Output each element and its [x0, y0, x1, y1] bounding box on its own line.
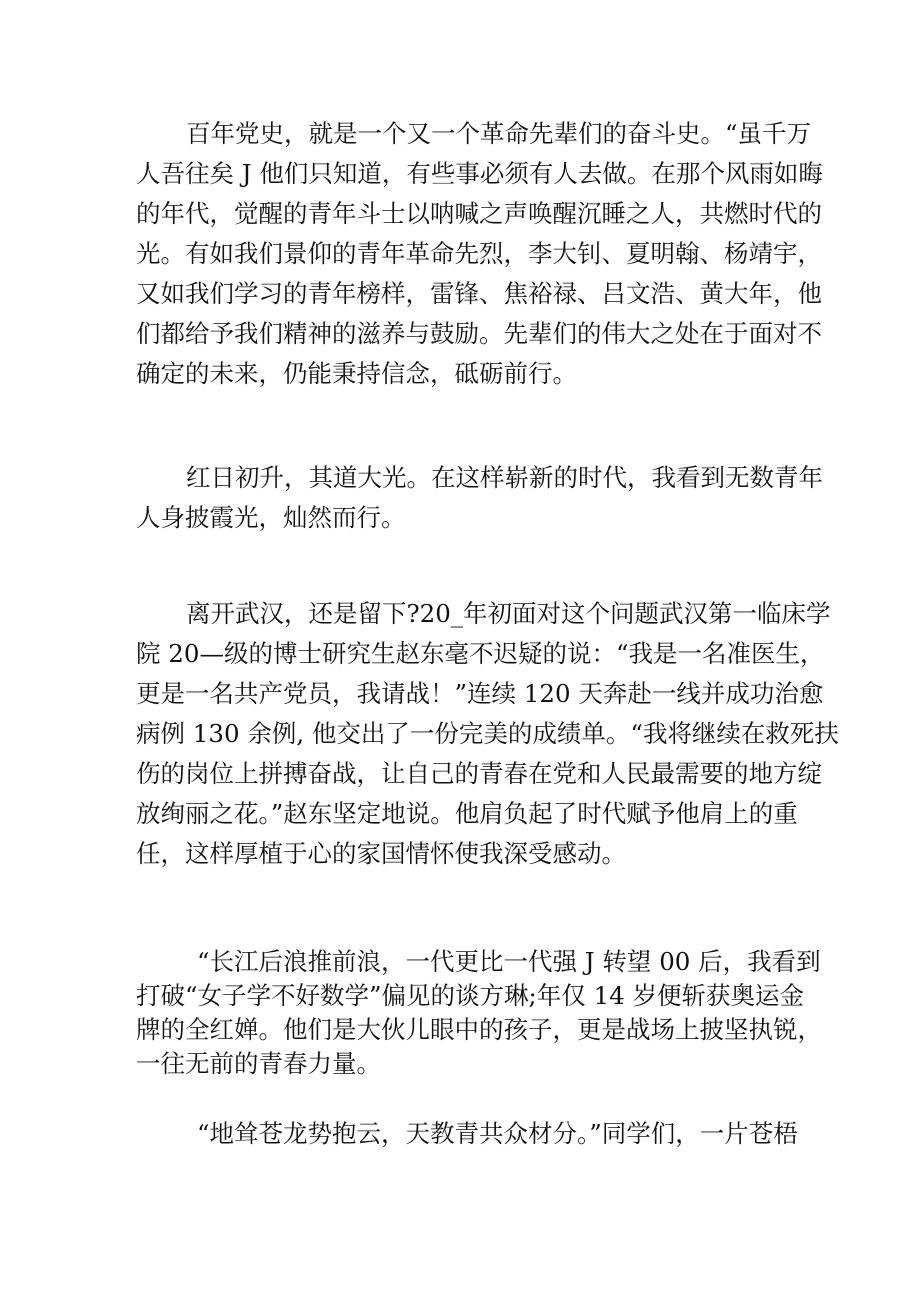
text-line: “地耸苍龙势抱云，天教青共众材分。”同学们，一片苍梧 [197, 1119, 798, 1148]
text-line: 任，这样厚植于心的家国情怀使我深受感动。 [136, 839, 626, 868]
text-line: “长江后浪推前浪，一代更比一代强 J 转望 00 后，我看到 [197, 947, 821, 976]
text-line: 光。有如我们景仰的青年革命先烈，李大钊、夏明翰、杨靖宇， [136, 239, 822, 268]
text-line: 又如我们学习的青年榜样，雷锋、焦裕禄、吕文浩、黄大年，他 [136, 279, 822, 308]
text-line: 人身披霞光，灿然而行。 [136, 503, 406, 532]
text-line: 的年代，觉醒的青年斗士以呐喊之声唤醒沉睡之人，共燃时代的 [136, 199, 822, 228]
text-line: 伤的岗位上拼搏奋战，让自己的青春在党和人民最需要的地方绽 [136, 759, 822, 788]
text-line: 人吾往矣 J 他们只知道，有些事必须有人去做。在那个风雨如晦 [136, 159, 823, 188]
text-line: 确定的未来，仍能秉持信念，砥砺前行。 [136, 359, 577, 388]
text-line: 离开武汉，还是留下?20_年初面对这个问题武汉第一临床学 [186, 599, 831, 628]
text-line: 们都给予我们精神的滋养与鼓励。先辈们的伟大之处在于面对不 [136, 319, 822, 348]
text-line: 院 20—级的博士研究生赵东毫不迟疑的说：“我是一名准医生， [136, 639, 825, 668]
text-line: 病例 130 余例, 他交出了一份完美的成绩单。“我将继续在救死扶 [136, 719, 839, 748]
text-line: 放绚丽之花。”赵东坚定地说。他肩负起了时代赋予他肩上的重 [136, 799, 798, 828]
text-line: 百年党史，就是一个又一个革命先辈们的奋斗史。“虽千万 [186, 119, 812, 148]
text-line: 红日初升，其道大光。在这样崭新的时代，我看到无数青年 [186, 463, 823, 492]
text-line: 牌的全红婵。他们是大伙儿眼中的孩子，更是战场上披坚执锐， [136, 1015, 822, 1044]
text-line: 一往无前的青春力量。 [136, 1049, 381, 1078]
text-line: 更是一名共产党员，我请战！”连续 120 天奔赴一线并成功治愈 [136, 679, 824, 708]
text-line: 打破“女子学不好数学”偏见的谈方琳;年仅 14 岁便斩获奥运金 [136, 981, 805, 1010]
